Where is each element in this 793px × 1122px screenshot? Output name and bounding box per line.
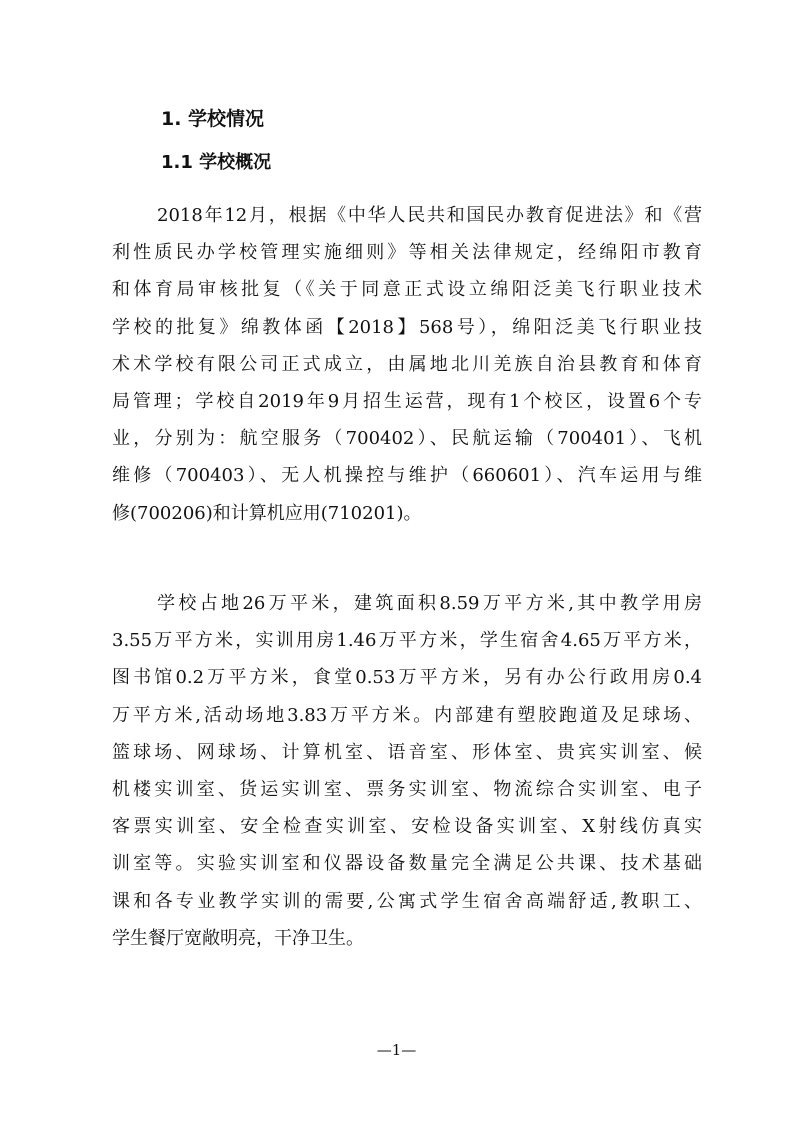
paragraph-line: 局管理；学校自2019年9月招生运营，现有1个校区，设置6个专 — [112, 390, 702, 412]
paragraph-line: 2018年12月，根据《中华人民共和国民办教育促进法》和《营 — [157, 205, 702, 226]
paragraph-line: 客票实训室、安全检查实训室、安检设备实训室、X射线仿真实 — [112, 816, 702, 838]
section-title: 1. 学校情况 — [161, 108, 265, 130]
paragraph-line: 学校占地26万平米，建筑面积8.59万平方米,其中教学用房 — [157, 593, 702, 614]
paragraph-campus-facilities — [112, 585, 702, 957]
paragraph-line: 课和各专业教学实训的需要,公寓式学生宿舍高端舒适,教职工、 — [112, 890, 702, 912]
paragraph-line: 3.55万平方米，实训用房1.46万平方米，学生宿舍4.65万平方米， — [112, 630, 702, 652]
paragraph-line: 术术学校有限公司正式成立，由属地北川羌族自治县教育和体育 — [112, 353, 702, 375]
page-number: —1— — [376, 1041, 417, 1059]
paragraph-school-establishment — [112, 197, 702, 532]
paragraph-line: 修(700206)和计算机应用(710201)。 — [112, 502, 422, 524]
paragraph-line: 机楼实训室、货运实训室、票务实训室、物流综合实训室、电子 — [112, 778, 702, 800]
paragraph-line: 维修（700403）、无人机操控与维护（660601）、汽车运用与维 — [112, 465, 702, 487]
paragraph-line: 篮球场、网球场、计算机室、语音室、形体室、贵宾实训室、候 — [112, 741, 702, 763]
paragraph-line: 和体育局审核批复（《关于同意正式设立绵阳泛美飞行职业技术 — [112, 279, 702, 301]
paragraph-line: 万平方米,活动场地3.83万平方米。内部建有塑胶跑道及足球场、 — [112, 704, 702, 726]
paragraph-line: 业，分别为：航空服务（700402）、民航运输（700401）、飞机 — [112, 428, 702, 450]
paragraph-line: 学生餐厅宽敞明亮，干净卫生。 — [112, 927, 364, 949]
paragraph-line: 图书馆0.2万平方米，食堂0.53万平方米，另有办公行政用房0.4 — [112, 667, 702, 689]
paragraph-line: 训室等。实验实训室和仪器设备数量完全满足公共课、技术基础 — [112, 853, 702, 875]
paragraph-line: 利性质民办学校管理实施细则》等相关法律规定，经绵阳市教育 — [112, 242, 702, 264]
paragraph-line: 学校的批复》绵教体函【2018】568号），绵阳泛美飞行职业技 — [112, 316, 702, 338]
subsection-title: 1.1 学校概况 — [161, 152, 272, 173]
